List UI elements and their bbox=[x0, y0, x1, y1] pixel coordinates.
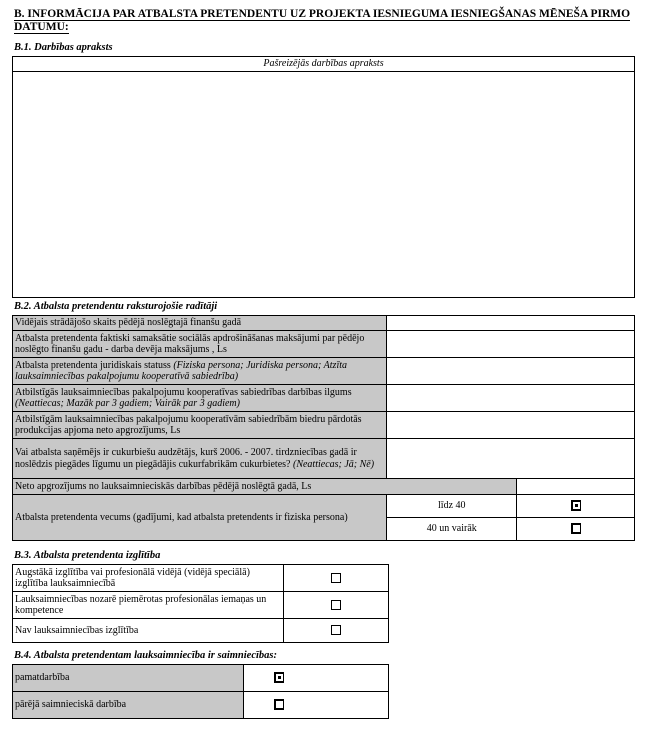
row-label-age: Atbalsta pretendenta vecums (gadījumi, kad atbalsta pretendents ir fiziska persona) bbox=[13, 495, 387, 541]
section-b3-title: B.3. Atbalsta pretendenta izglītība bbox=[14, 550, 161, 561]
section-b2-title: B.2. Atbalsta pretendentu raksturojošie radītāji bbox=[14, 301, 218, 312]
age-option-40-plus: 40 un vairāk bbox=[387, 518, 517, 541]
education-skills-checkbox[interactable] bbox=[284, 592, 389, 619]
row-value-employees[interactable] bbox=[387, 316, 635, 331]
row-label-sugar-beet: Vai atbalsta saņēmējs ir cukurbiešu audzētājs, kurš 2006. - 2007. tirdzniecības gadā ir noslēdzis piegādes līgumu un piegādājis cukurfabrikām cukurbietes? (Neattiecas; Jā; Nē) bbox=[13, 439, 387, 479]
activity-description-table bbox=[12, 56, 635, 298]
education-table bbox=[12, 564, 389, 643]
activity-description-header: Pašreizējās darbības apraksts bbox=[13, 57, 635, 72]
row-label-employees: Vidējais strādājošo skaits pēdējā noslēgtajā finanšu gadā bbox=[13, 316, 387, 331]
age-40-plus-checkbox[interactable] bbox=[517, 518, 635, 541]
row-label-social-payments: Atbalsta pretendenta faktiski samaksātie sociālās apdrošināšanas maksājumi par pēdējo noslēgto finanšu gadu - darba devēja maksājums , Ls bbox=[13, 331, 387, 358]
row-label-net-turnover: Neto apgrozījums no lauksaimnieciskās darbības pēdējā noslēgtā gadā, Ls bbox=[13, 479, 517, 495]
farming-activity-table bbox=[12, 664, 389, 719]
characteristics-table bbox=[12, 315, 635, 541]
row-value-legal-status[interactable] bbox=[387, 358, 635, 385]
activity-option-main: pamatdarbība bbox=[13, 665, 244, 692]
age-under-40-checkbox[interactable] bbox=[517, 495, 635, 518]
activity-option-other: pārējā saimnieciskā darbība bbox=[13, 692, 244, 719]
row-value-net-turnover[interactable] bbox=[517, 479, 635, 495]
checkbox-icon bbox=[274, 699, 284, 710]
education-option-higher: Augstākā izglītība vai profesionālā vidējā (vidējā speciālā) izglītība lauksaimniecībā bbox=[13, 565, 284, 592]
section-b1-title: B.1. Darbības apraksts bbox=[14, 42, 113, 53]
section-b-heading: B. INFORMĀCIJA PAR ATBALSTA PRETENDENTU UZ PROJEKTA IESNIEGUMA IESNIEGŠANAS MĒNEŠA PIRMO DATUMU: bbox=[14, 8, 631, 33]
activity-main-checkbox[interactable] bbox=[244, 665, 389, 692]
checkbox-icon bbox=[274, 672, 284, 683]
education-option-skills: Lauksaimniecības nozarē piemērotas profesionālas iemaņas un kompetence bbox=[13, 592, 284, 619]
checkbox-icon bbox=[571, 500, 581, 511]
checkbox-icon bbox=[331, 573, 341, 583]
activity-description-field[interactable] bbox=[13, 71, 635, 297]
education-none-checkbox[interactable] bbox=[284, 619, 389, 643]
row-label-legal-status: Atbalsta pretendenta juridiskais statuss (Fiziska persona; Juridiska persona; Atzīta lauksaimniecības pakalpojumu kooperatīvā sabiedrība) bbox=[13, 358, 387, 385]
row-value-coop-turnover[interactable] bbox=[387, 412, 635, 439]
age-option-under-40: līdz 40 bbox=[387, 495, 517, 518]
checkbox-icon bbox=[331, 625, 341, 635]
section-b4-title: B.4. Atbalsta pretendentam lauksaimniecība ir saimniecības: bbox=[14, 650, 278, 661]
activity-other-checkbox[interactable] bbox=[244, 692, 389, 719]
row-label-coop-duration: Atbilstīgās lauksaimniecības pakalpojumu kooperatīvas sabiedrības darbības ilgums (Neattiecas; Mazāk par 3 gadiem; Vairāk par 3 gadiem) bbox=[13, 385, 387, 412]
row-value-social-payments[interactable] bbox=[387, 331, 635, 358]
education-option-none: Nav lauksaimniecības izglītība bbox=[13, 619, 284, 643]
row-value-sugar-beet[interactable] bbox=[387, 439, 635, 479]
education-higher-checkbox[interactable] bbox=[284, 565, 389, 592]
row-value-coop-duration[interactable] bbox=[387, 385, 635, 412]
checkbox-icon bbox=[571, 523, 581, 534]
checkbox-icon bbox=[331, 600, 341, 610]
row-label-coop-turnover: Atbilstīgām lauksaimniecības pakalpojumu kooperatīvām sabiedrībām biedru pārdotās produkcijas apjoma neto apgrozījums, Ls bbox=[13, 412, 387, 439]
